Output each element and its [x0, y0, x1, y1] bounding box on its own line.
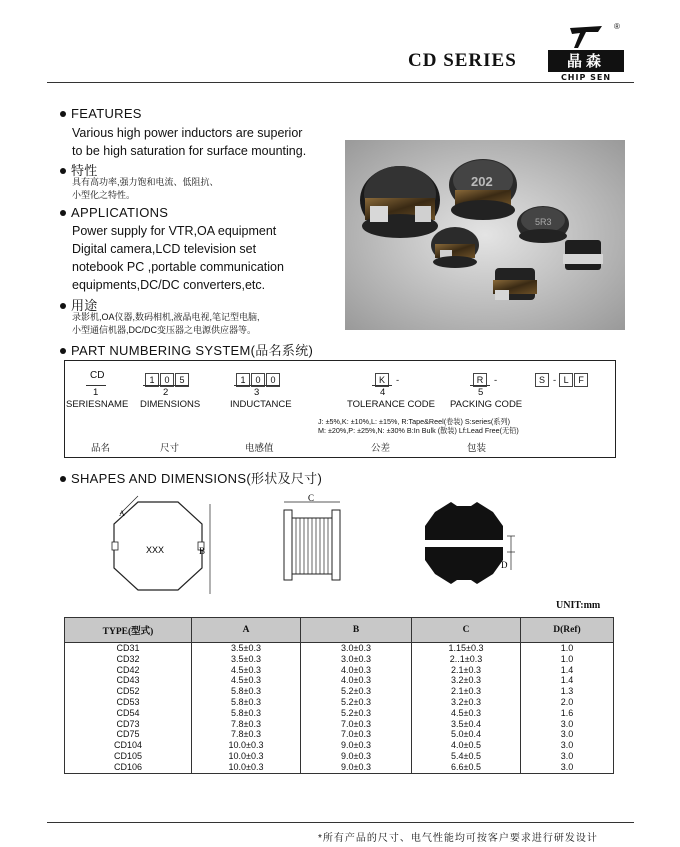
table-cell: 7.8±0.3 [192, 729, 301, 740]
table-row [65, 719, 614, 730]
table-cell: 2.0 [521, 697, 614, 708]
dim-label-d: D [501, 560, 508, 570]
table-cell: 2..1±0.3 [412, 654, 521, 665]
dim-label-c: C [308, 494, 315, 503]
inductor-5r3 [517, 206, 569, 243]
col-d: D(Ref) [521, 618, 614, 643]
table-header-row [65, 618, 614, 643]
table-cell: 3.0 [521, 740, 614, 751]
footer-note: *所有产品的尺寸、电气性能均可按客户要求进行研发设计 [318, 833, 598, 844]
table-row [65, 654, 614, 665]
table-cell: 3.0±0.3 [301, 654, 412, 665]
shapes-heading: SHAPES AND DIMENSIONS(形状及尺寸) [60, 468, 322, 487]
table-cell: 4.0±0.3 [301, 675, 412, 686]
dimensions-table [64, 617, 614, 774]
inductor-square-2 [493, 268, 537, 300]
table-cell: CD32 [65, 654, 192, 665]
pn-note-1: J: ±5%,K: ±10%,L: ±15%, R:Tape&Reel(卷装) S:series(系列) [318, 417, 510, 426]
table-cell: 1.3 [521, 686, 614, 697]
applications-heading-cn: 用途 [60, 295, 98, 314]
table-cell: 3.5±0.3 [192, 643, 301, 654]
pn-num-3: 3 [254, 387, 260, 398]
table-cell: 10.0±0.3 [192, 762, 301, 773]
table-cell: CD104 [65, 740, 192, 751]
photo-mark-2: 5R3 [535, 217, 552, 227]
pn-underline [372, 385, 392, 386]
table-cell: 6.6±0.5 [412, 762, 521, 773]
table-cell: 3.2±0.3 [412, 675, 521, 686]
bullet-icon [60, 168, 66, 174]
pn-cn-tolerance: 公差 [371, 443, 391, 454]
table-cell: 5.8±0.3 [192, 697, 301, 708]
pn-label-series: SERIESNAME [66, 399, 129, 410]
table-cell: 9.0±0.3 [301, 740, 412, 751]
pn-underline [234, 385, 280, 386]
table-cell: CD31 [65, 643, 192, 654]
pn-label-dimensions: DIMENSIONS [140, 399, 201, 410]
pn-underline [470, 385, 490, 386]
col-a: A [192, 618, 301, 643]
applications-text-cn: 录影机,OA仪器,数码相机,液晶电视,笔记型电脑, 小型通信机器,DC/DC变压器之电源供应器等。 [72, 312, 260, 335]
unit-label: UNIT:mm [556, 600, 601, 611]
inductor-mid [431, 227, 479, 268]
pn-ind-cells: 1 0 0 [236, 370, 281, 388]
pn-label-packing: PACKING CODE [450, 399, 523, 410]
table-cell: CD53 [65, 697, 192, 708]
top-view-mark: XXX [146, 545, 165, 555]
pn-cn-packing: 包装 [467, 443, 487, 454]
features-heading-cn: 特性 [60, 160, 98, 179]
table-cell: 9.0±0.3 [301, 762, 412, 773]
table-cell: 1.15±0.3 [412, 643, 521, 654]
bullet-icon [60, 111, 66, 117]
table-cell: 4.5±0.3 [192, 665, 301, 676]
logo-mark-icon [568, 24, 604, 50]
table-cell: 7.0±0.3 [301, 719, 412, 730]
table-cell: CD43 [65, 675, 192, 686]
bullet-icon [60, 348, 66, 354]
table-cell: 7.0±0.3 [301, 729, 412, 740]
col-b: B [301, 618, 412, 643]
pn-underline [143, 385, 189, 386]
table-row [65, 686, 614, 697]
pn-cn-inductance: 电感值 [245, 443, 274, 454]
dim-label-a: A [119, 509, 125, 518]
table-row [65, 729, 614, 740]
table-cell: 1.4 [521, 675, 614, 686]
header-rule [47, 82, 634, 83]
applications-text: Power supply for VTR,OA equipment Digital camera,LCD television set notebook PC ,portable communication equipments,DC/DC converters,etc. [72, 224, 284, 292]
table-cell: 5.8±0.3 [192, 708, 301, 719]
applications-heading: APPLICATIONS [60, 205, 168, 220]
table-row [65, 643, 614, 654]
inductor-square-1 [563, 240, 603, 270]
company-logo [548, 22, 624, 84]
bottom-view-drawing [415, 500, 525, 590]
features-text-cn: 具有高功率,强力饱和电流、低阻抗、 小型化之特性。 [72, 177, 219, 200]
table-cell: CD42 [65, 665, 192, 676]
part-numbering-heading: PART NUMBERING SYSTEM(品名系统) [60, 340, 313, 359]
bullet-icon [60, 303, 66, 309]
table-cell: 3.0 [521, 762, 614, 773]
inductor-202 [449, 159, 517, 220]
table-cell: 10.0±0.3 [192, 740, 301, 751]
pn-prefix: CD [90, 370, 105, 381]
col-type: TYPE(型式) [65, 618, 192, 643]
pn-pack-cell: R - [473, 370, 497, 388]
registered-mark: ® [614, 22, 620, 31]
table-cell: 1.0 [521, 654, 614, 665]
table-cell: CD105 [65, 751, 192, 762]
pn-num-2: 2 [163, 387, 169, 398]
table-cell: 2.1±0.3 [412, 665, 521, 676]
table-cell: 4.0±0.3 [301, 665, 412, 676]
table-cell: 9.0±0.3 [301, 751, 412, 762]
table-cell: 5.8±0.3 [192, 686, 301, 697]
table-row [65, 751, 614, 762]
table-cell: 5.2±0.3 [301, 697, 412, 708]
table-cell: 4.0±0.5 [412, 740, 521, 751]
table-cell: 3.5±0.3 [192, 654, 301, 665]
table-cell: 1.0 [521, 643, 614, 654]
footer-rule [47, 822, 634, 823]
pn-note-2: M: ±20%,P: ±25%,N: ±30% B:In Bulk (散装) Lf:Lead Free(无铅) [318, 426, 519, 435]
table-cell: 2.1±0.3 [412, 686, 521, 697]
series-title: CD SERIES [408, 50, 517, 71]
pn-cn-size: 尺寸 [160, 443, 180, 454]
table-row [65, 740, 614, 751]
table-cell: 4.5±0.3 [192, 675, 301, 686]
table-cell: CD106 [65, 762, 192, 773]
table-cell: 1.4 [521, 665, 614, 676]
inductor-large [360, 166, 440, 238]
table-cell: 5.2±0.3 [301, 686, 412, 697]
side-view-drawing [278, 494, 348, 584]
features-text: Various high power inductors are superior to be high saturation for surface mounting. [72, 126, 307, 158]
pn-suffix-cells: S - L F [535, 370, 589, 388]
table-cell: 10.0±0.3 [192, 751, 301, 762]
table-cell: 3.2±0.3 [412, 697, 521, 708]
table-row [65, 665, 614, 676]
pn-tol-cell: K - [375, 370, 399, 388]
pn-underline [86, 385, 106, 386]
table-row [65, 675, 614, 686]
pn-num-1: 1 [93, 387, 99, 398]
col-c: C [412, 618, 521, 643]
table-cell: CD73 [65, 719, 192, 730]
table-cell: 7.8±0.3 [192, 719, 301, 730]
bullet-icon [60, 476, 66, 482]
table-cell: 3.0 [521, 729, 614, 740]
product-photo [345, 140, 625, 330]
pn-dim-cells: 1 0 5 [145, 370, 190, 388]
features-heading: FEATURES [60, 106, 142, 121]
table-cell: 5.4±0.5 [412, 751, 521, 762]
table-row [65, 762, 614, 773]
logo-cn-text: 晶森 [548, 50, 624, 72]
pn-label-tolerance: TOLERANCE CODE [347, 399, 435, 410]
table-cell: 5.0±0.4 [412, 729, 521, 740]
pn-num-5: 5 [478, 387, 484, 398]
table-row [65, 697, 614, 708]
top-view-drawing [100, 494, 220, 604]
pn-cn-name: 品名 [91, 443, 111, 454]
table-row [65, 708, 614, 719]
bullet-icon [60, 210, 66, 216]
table-cell: 3.0 [521, 751, 614, 762]
table-cell: 3.0±0.3 [301, 643, 412, 654]
pn-label-inductance: INDUCTANCE [230, 399, 292, 410]
table-cell: CD75 [65, 729, 192, 740]
pn-num-4: 4 [380, 387, 386, 398]
table-cell: 4.5±0.3 [412, 708, 521, 719]
table-cell: CD52 [65, 686, 192, 697]
table-cell: 3.0 [521, 719, 614, 730]
photo-mark-1: 202 [471, 174, 493, 189]
logo-en-text: CHIP SEN [560, 73, 612, 82]
table-cell: 1.6 [521, 708, 614, 719]
dim-label-b: B [199, 546, 206, 556]
table-cell: CD54 [65, 708, 192, 719]
table-cell: 5.2±0.3 [301, 708, 412, 719]
table-cell: 3.5±0.4 [412, 719, 521, 730]
